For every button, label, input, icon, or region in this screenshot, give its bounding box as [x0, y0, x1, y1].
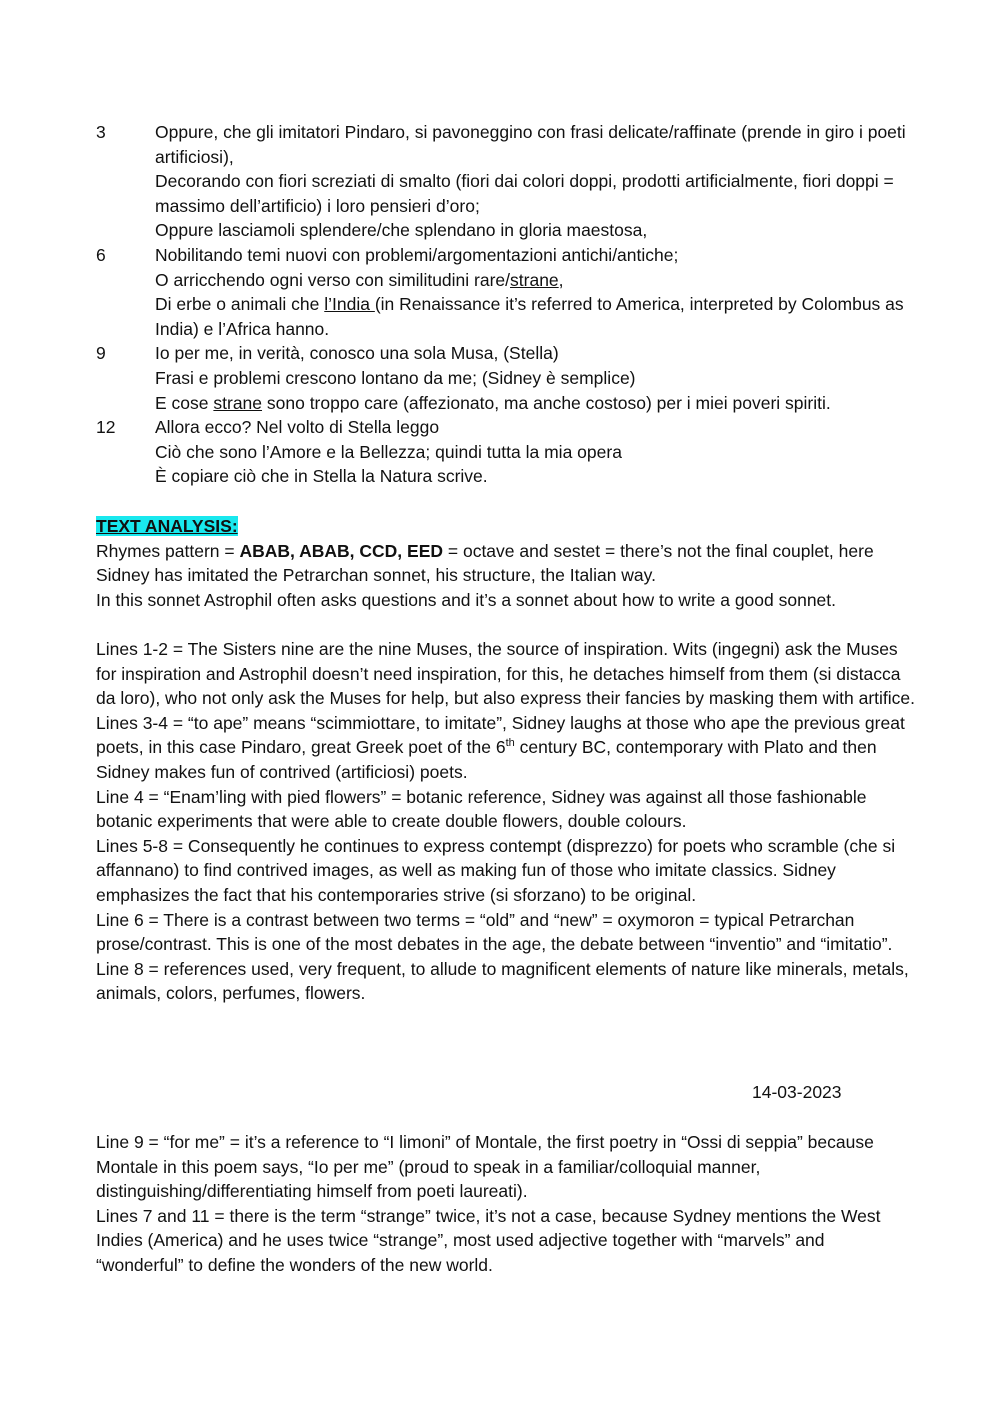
translation-text: Io per me, in verità, conosco una sola Musa, (Stella) — [155, 343, 559, 364]
line-number: 6 — [96, 244, 106, 265]
translation-line — [96, 366, 916, 391]
analysis-continued — [96, 1130, 916, 1278]
line-number: 9 — [96, 343, 106, 364]
rhyme-scheme: ABAB, ABAB, CCD, EED — [239, 540, 444, 561]
translation-text: E cose strane sono troppo care (affezionato, ma anche costoso) per i miei poveri spiriti. — [155, 392, 831, 413]
paragraph: Lines 5-8 = Consequently he continues to express contempt (disprezzo) for poets who scramble (che si affannano) to find contrived images, as well as making fun of those who imitate classics. Sidney emphasizes the fact that his contemporaries strive (si sforzano) to be original. — [96, 835, 896, 905]
paragraph: Rhymes pattern = ABAB, ABAB, CCD, EED = octave and sestet = there’s not the final couplet, here Sidney has imitated the Petrarchan sonnet, his structure, the Italian way. — [96, 540, 874, 586]
paragraph: In this sonnet Astrophil often asks questions and it’s a sonnet about how to write a good sonnet. — [96, 589, 837, 610]
underlined-word: strane — [510, 269, 559, 290]
line-number: 3 — [96, 122, 106, 142]
date-label: 14-03-2023 — [752, 1082, 842, 1102]
sonnet-translation — [96, 120, 916, 489]
translation-line — [96, 292, 916, 341]
paragraph: Line 6 = There is a contrast between two terms = “old” and “new” = oxymoron = typical Petrarchan prose/contrast. This is one of the most debates in the age, the debate between “inventio” and “imitatio”. — [96, 909, 893, 955]
translation-line — [96, 415, 916, 440]
translation-line — [96, 120, 916, 169]
translation-line — [96, 341, 916, 366]
translation-text: Di erbe o animali che l’India (in Renaissance it’s referred to America, interpreted by Colombus as India) e l’Africa hanno. — [155, 294, 904, 339]
translation-text: Frasi e problemi crescono lontano da me; (Sidney è semplice) — [155, 367, 636, 388]
translation-line — [96, 464, 916, 489]
translation-text: È copiare ciò che in Stella la Natura scrive. — [155, 466, 488, 487]
underlined-word: l’India — [324, 294, 375, 315]
paragraph: Lines 7 and 11 = there is the term “strange” twice, it’s not a case, because Sydney mentions the West Indies (America) and he uses twice “strange”, most used adjective together with “marvels” and “wonderful” to define the wonders of the new world. — [96, 1205, 881, 1275]
paragraph: Line 8 = references used, very frequent, to allude to magnificent elements of nature like minerals, metals, animals, colors, perfumes, flowers. — [96, 958, 909, 1004]
translation-text: Oppure lasciamoli splendere/che splendano in gloria maestosa, — [155, 220, 648, 241]
translation-text: Decorando con fiori screziati di smalto (fiori dai colori doppi, prodotti artificialmente, fiori doppi = massimo dell’artificio) i loro pensieri d’oro; — [155, 171, 894, 216]
translation-text: O arricchendo ogni verso con similitudini rare/strane, — [155, 269, 564, 290]
translation-line — [96, 218, 916, 243]
section-heading: TEXT ANALYSIS: — [96, 516, 238, 536]
paragraph: Line 4 = “Enam’ling with pied flowers” = botanic reference, Sidney was against all those fashionable botanic experiments that were able to create double flowers, double colours. — [96, 786, 867, 832]
translation-line — [96, 391, 916, 416]
paragraph: Line 9 = “for me” = it’s a reference to “I limoni” of Montale, the first poetry in “Ossi di seppia” because Montale in this poem says, “Io per me” (proud to speak in a familiar/colloquial manner, distinguishing/differentiating himself from poeti laureati). — [96, 1132, 874, 1202]
translation-line — [96, 169, 916, 218]
translation-line — [96, 440, 916, 465]
translation-line — [96, 243, 916, 268]
text-analysis-section — [96, 514, 916, 1006]
line-number: 12 — [96, 417, 116, 438]
translation-line — [96, 268, 916, 293]
translation-text: Oppure, che gli imitatori Pindaro, si pavoneggino con frasi delicate/raffinate (prende in giro i poeti artificiosi), — [155, 122, 906, 167]
paragraph: Lines 3-4 = “to ape” means “scimmiottare, to imitate”, Sidney laughs at those who ape the previous great poets, in this case Pindaro, great Greek poet of the 6th century BC, contemporary with Plato and then Sidney makes fun of contrived (artificiosi) poets. — [96, 712, 905, 782]
translation-text: Nobilitando temi nuovi con problemi/argomentazioni antichi/antiche; — [155, 244, 679, 265]
translation-text: Ciò che sono l’Amore e la Bellezza; quindi tutta la mia opera — [155, 441, 622, 462]
paragraph: Lines 1-2 = The Sisters nine are the nine Muses, the source of inspiration. Wits (ingegni) ask the Muses for inspiration and Astrophil doesn’t need inspiration, for this, he detaches himself from them (si distacca da loro), who not only ask the Muses for help, but also express their fancies by masking them with artifice. — [96, 638, 915, 709]
translation-text: Allora ecco? Nel volto di Stella leggo — [155, 417, 440, 438]
underlined-word: strane — [213, 392, 263, 413]
